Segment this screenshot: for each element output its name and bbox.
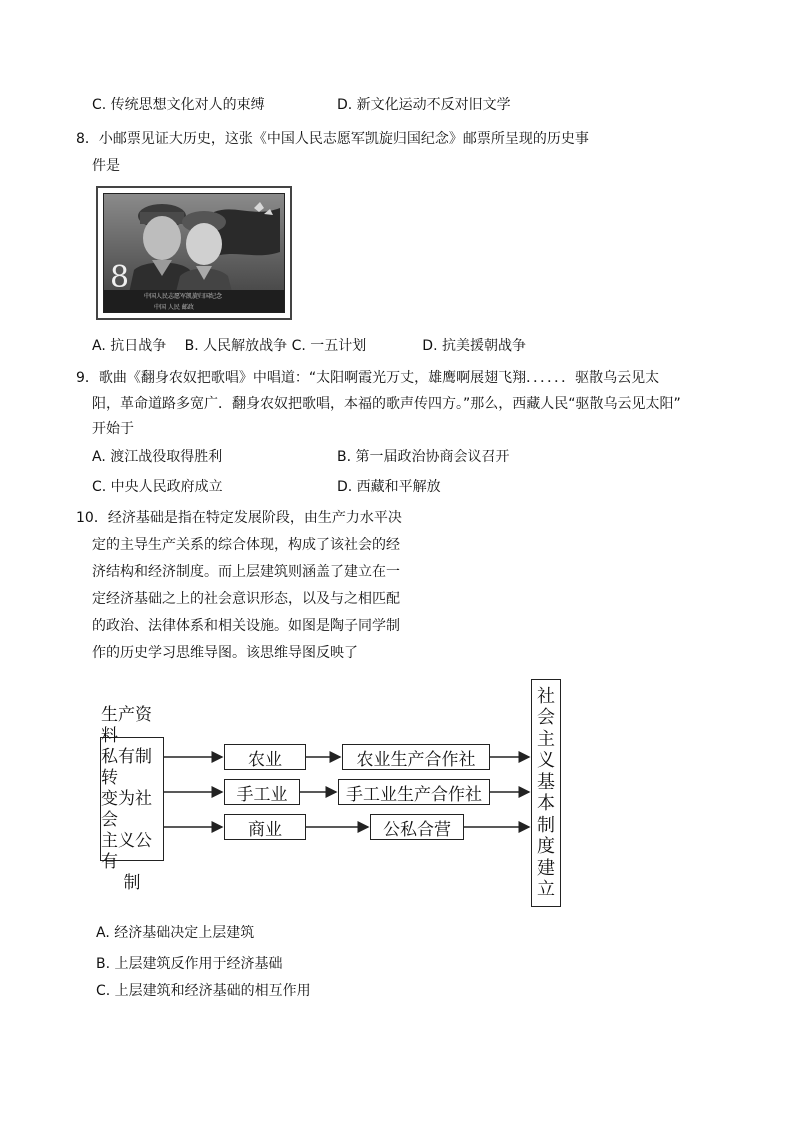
left-box-line-5: 制 [123, 872, 141, 893]
right-box-char-10: 立 [537, 879, 555, 900]
q9-stem-line3: 开始于 [92, 421, 134, 437]
sector-agriculture: 农业 [224, 744, 306, 770]
result-agri-coop: 农业生产合作社 [342, 744, 490, 770]
q9-stem-line1: 9．歌曲《翻身农奴把歌唱》中唱道：“太阳啊霞光万丈，雄鹰啊展翅飞翔．．．．．．驱散乌云见太 [76, 370, 660, 386]
q9-option-c[interactable]: C. 中央人民政府成立 [92, 479, 223, 495]
right-box-char-3: 主 [537, 728, 555, 750]
q8-stem-line2: 件是 [92, 158, 120, 174]
right-box-char-1: 社 [537, 685, 555, 707]
left-box-line-2: 私有制转 [101, 746, 152, 788]
right-box-char-7: 制 [537, 814, 555, 836]
q9-option-b[interactable]: B. 第一届政治协商会议召开 [337, 449, 510, 465]
stamp-denomination: 8 [110, 260, 130, 295]
q10-stem-line1: 10．经济基础是指在特定发展阶段，由生产力水平决 [76, 510, 402, 526]
q9-stem-line2: 阳，革命道路多宽广．翻身农奴把歌唱，本福的歌声传四方。”那么，西藏人民“驱散乌云见太阳” [92, 396, 681, 412]
right-box-char-4: 义 [537, 750, 555, 771]
q9-option-a[interactable]: A. 渡江战役取得胜利 [92, 449, 223, 465]
left-box-line-3: 变为社会 [101, 788, 152, 830]
q10-option-b[interactable]: B. 上层建筑反作用于经济基础 [96, 956, 283, 972]
q10-stem-line6: 作的历史学习思维导图。该思维导图反映了 [92, 645, 358, 661]
result-handicraft-coop: 手工业生产合作社 [338, 779, 490, 805]
diagram-left-box [100, 704, 164, 893]
q8-options[interactable]: A. 抗日战争 B. 人民解放战争 C. 一五计划 D. 抗美援朝战争 [92, 338, 526, 354]
right-box-char-9: 建 [537, 857, 555, 879]
right-box-char-8: 度 [537, 836, 555, 857]
q10-option-a[interactable]: A. 经济基础决定上层建筑 [96, 925, 255, 941]
q10-stem-line5: 的政治、法律体系和相关设施。如图是陶子同学制 [92, 618, 400, 634]
q8-stem-line1: 8．小邮票见证大历史，这张《中国人民志愿军凯旋归国纪念》邮票所呈现的历史事 [76, 131, 589, 147]
left-box-line-1: 生产资料 [101, 704, 152, 746]
q10-stem-line3: 济结构和经济制度。而上层建筑则涵盖了建立在一 [92, 564, 400, 580]
diagram-right-box [531, 679, 561, 907]
right-box-char-6: 本 [537, 793, 555, 814]
sector-handicraft: 手工业 [224, 779, 300, 805]
result-public-private: 公私合营 [370, 814, 464, 840]
left-box-line-4: 主义公有 [101, 830, 152, 872]
q10-stem-line4: 定经济基础之上的社会意识形态，以及与之相匹配 [92, 591, 400, 607]
q10-option-c[interactable]: C. 上层建筑和经济基础的相互作用 [96, 983, 311, 999]
right-box-char-2: 会 [537, 707, 555, 728]
right-box-char-5: 基 [537, 771, 555, 793]
q10-stem-line2: 定的主导生产关系的综合体现，构成了该社会的经 [92, 537, 400, 553]
stamp-footer: 中国 人民 邮政 [154, 304, 194, 311]
q7-option-c[interactable]: C. 传统思想文化对人的束缚 [92, 97, 265, 113]
stamp-caption: 中国人民志愿军凯旋归国纪念 [144, 293, 223, 300]
q7-option-d[interactable]: D. 新文化运动不反对旧文学 [337, 97, 511, 113]
q9-option-d[interactable]: D. 西藏和平解放 [337, 479, 441, 495]
sector-commerce: 商业 [224, 814, 306, 840]
